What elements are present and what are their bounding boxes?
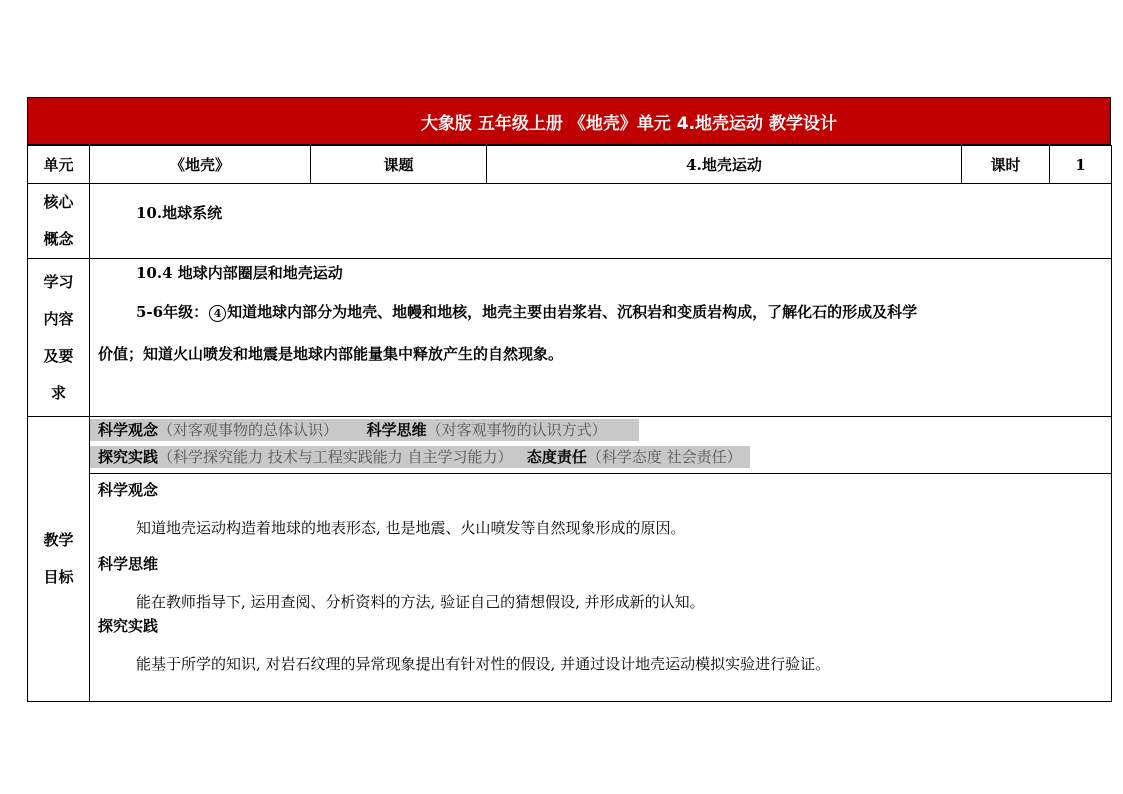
goal-section-title: 科学观念 xyxy=(98,481,159,499)
core-concept-label: 核心 概念 xyxy=(28,184,90,259)
teaching-goals-label: 教学 目标 xyxy=(28,417,90,702)
competency-strip-1: 科学观念（对客观事物的总体认识） 科学思维（对客观事物的认识方式） xyxy=(90,419,639,441)
competency-strip-2: 探究实践（科学探究能力 技术与工程实践能力 自主学习能力） 态度责任（科学态度 社会责任） xyxy=(90,446,750,468)
circled-number-4: 4 xyxy=(209,305,226,322)
unit-value: 《地壳》 xyxy=(90,146,311,184)
learning-requirements-row xyxy=(28,259,1112,417)
goal-section-body: 能在教师指导下, 运用查阅、分析资料的方法, 验证自己的猜想假设, 并形成新的认知。 xyxy=(136,593,705,611)
info-row xyxy=(28,146,1112,184)
hours-label: 课时 xyxy=(962,146,1050,184)
goal-section-body: 知道地壳运动构造着地球的地表形态, 也是地震、火山喷发等自然现象形成的原因。 xyxy=(136,519,686,537)
lesson-plan-sheet xyxy=(27,97,1111,702)
unit-label: 单元 xyxy=(28,146,90,184)
topic-value: 4.地壳运动 xyxy=(487,146,962,184)
learning-requirements-content: 10.4 地球内部圈层和地壳运动 5-6年级： 4 知道地球内部分为地壳、地幔和地核，地壳主要由岩浆岩、沉积岩和变质岩构成，了解化石的形成及科学 价值；知道火山喷发和地震是地球内部能量集中释放产生的自然现象。 xyxy=(90,259,1112,417)
teaching-goals-content xyxy=(90,417,1112,702)
document-title: 大象版 五年级上册 《地壳》单元 4.地壳运动 教学设计 xyxy=(27,97,1111,145)
core-concept-value: 10.地球系统 xyxy=(90,184,1112,259)
topic-label: 课题 xyxy=(311,146,487,184)
goal-section-body: 能基于所学的知识, 对岩石纹理的异常现象提出有针对性的假设, 并通过设计地壳运动模拟实验进行验证。 xyxy=(136,655,831,673)
goal-section-title: 科学思维 xyxy=(98,555,159,573)
lesson-table xyxy=(27,145,1112,702)
competency-strips xyxy=(90,417,1111,474)
learning-requirement-text: 5-6年级： 4 知道地球内部分为地壳、地幔和地核，地壳主要由岩浆岩、沉积岩和变质岩构成，了解化石的形成及科学 价值；知道火山喷发和地震是地球内部能量集中释放产生的自然现象。 xyxy=(98,303,918,363)
learning-requirements-label: 学习 内容 及要 求 xyxy=(28,259,90,417)
teaching-goals-row xyxy=(28,417,1112,702)
goal-sections xyxy=(90,474,1111,684)
hours-value: 1 xyxy=(1050,146,1112,184)
core-concept-row xyxy=(28,184,1112,259)
goal-section-title: 探究实践 xyxy=(98,617,159,635)
